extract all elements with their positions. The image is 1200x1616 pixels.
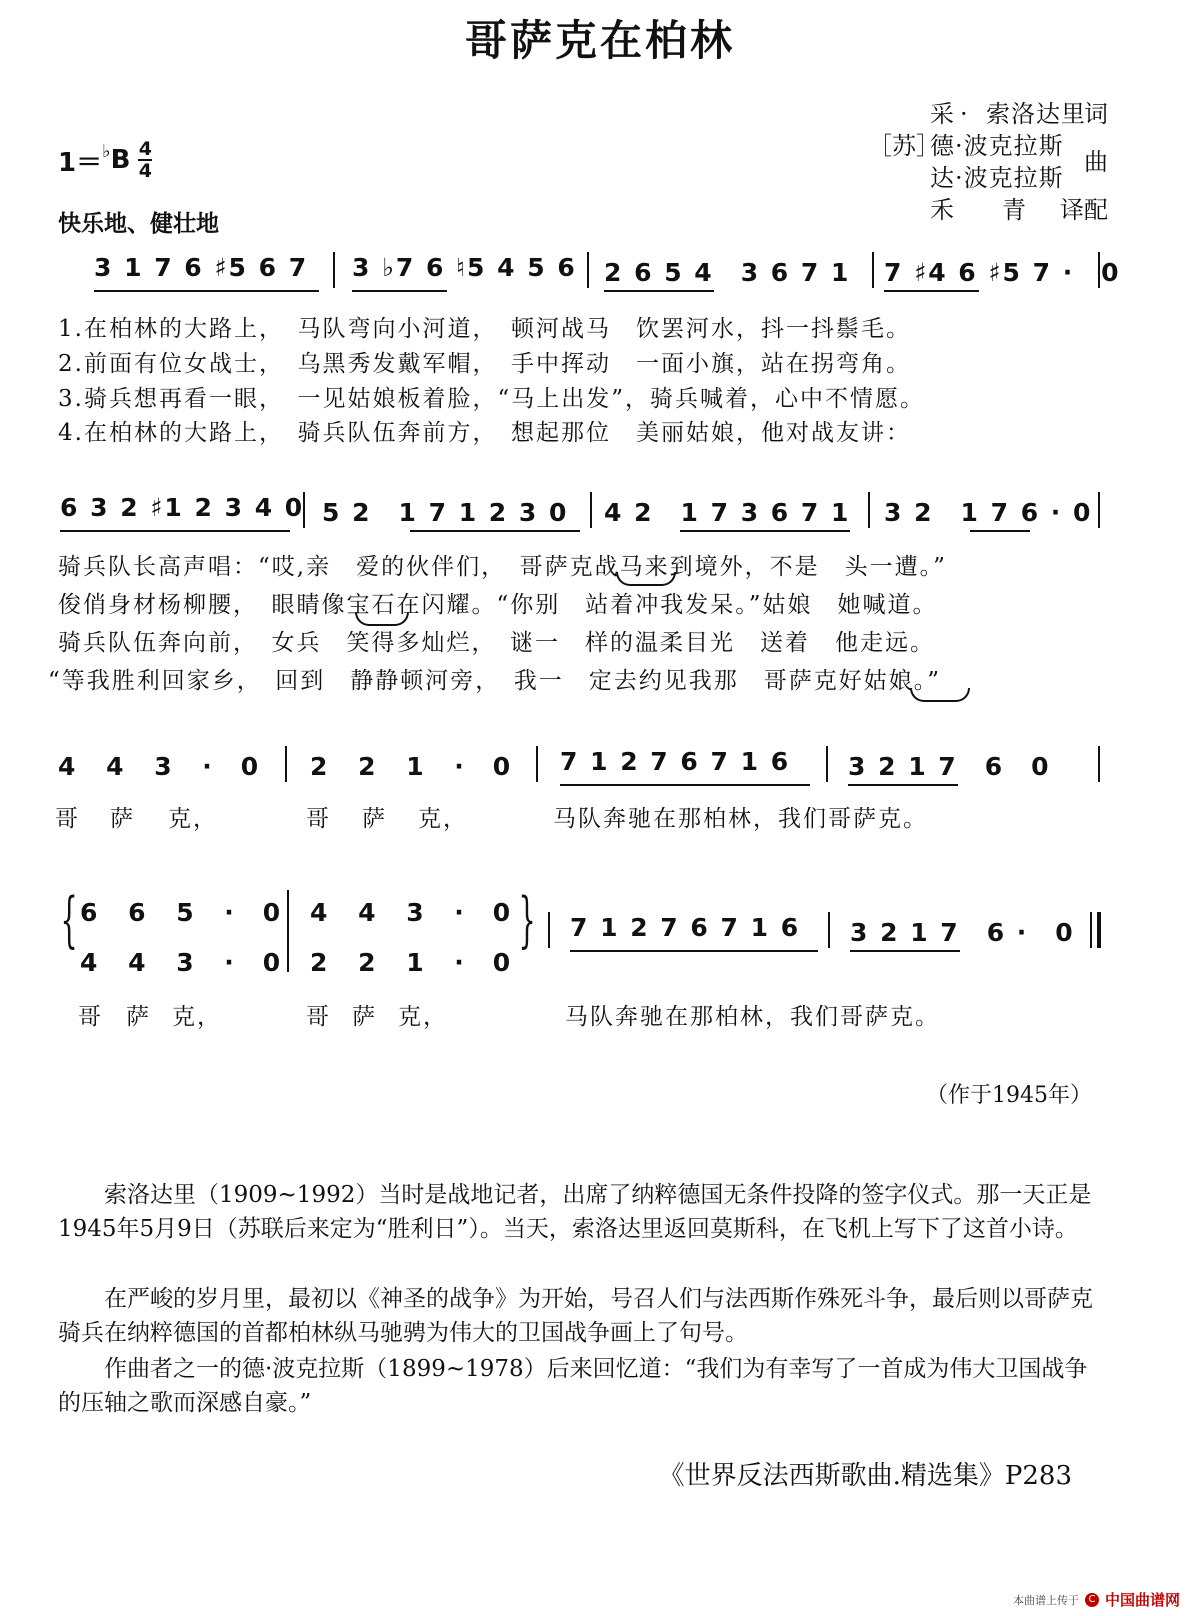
source-citation: 《世界反法西斯歌曲.精选集》P283 — [658, 1461, 1072, 1491]
measure-upper: 4 4 3 · 0 — [310, 898, 513, 927]
measure: 6 3 2 ♯1 2 3 4 0 — [60, 493, 305, 522]
measure: 3 1 7 6 ♯5 6 7 — [94, 253, 309, 282]
watermark: 本曲谱上传于 C 中国曲谱网 — [1012, 1591, 1180, 1609]
verse-line: 3.骑兵想再看一眼， 一见姑娘板着脸，“马上出发”，骑兵喊着，心中不情愿。 — [58, 386, 925, 412]
lyric-line: 俊俏身材杨柳腰， 眼睛像宝石在闪耀。“你别 站着冲我发呆。”姑娘 她喊道。 — [58, 592, 938, 618]
lyric-line: “等我胜利回家乡， 回到 静静顿河旁， 我一 定去约见我那 哥萨克好姑娘。” — [48, 668, 942, 694]
verse-line: 2.前面有位女战士， 乌黑秀发戴军帽， 手中挥动 一面小旗，站在拐弯角。 — [58, 351, 911, 377]
composition-year: （作于1945年） — [926, 1083, 1092, 1108]
verse-line: 4.在柏林的大路上， 骑兵队伍奔前方， 想起那位 美丽姑娘，他对战友讲： — [58, 420, 911, 446]
measure: 7 ♯4 6 ♯5 7 · 0 — [884, 258, 1121, 287]
credits — [868, 98, 1108, 226]
site-logo-icon: C — [1085, 1593, 1099, 1607]
paragraph: 索洛达里（1909~1992）当时是战地记者，出席了纳粹德国无条件投降的签字仪式。那一天正是1945年5月9日（苏联后来定为“胜利日”）。当天，索洛达里返回莫斯科，在飞机上写下了这首小诗。 — [58, 1182, 1092, 1242]
measure: 7 1 2 7 6 7 1 6 — [570, 913, 801, 942]
brace-left: { — [60, 885, 78, 955]
paragraph: 作曲者之一的德·波克拉斯（1899~1978）后来回忆道：“我们为有幸写了一首成为伟大卫国战争的压轴之歌而深感自豪。” — [58, 1356, 1088, 1416]
credit-composers: ［苏］ 德·波克拉斯 达·波克拉斯 曲 — [868, 132, 1108, 192]
time-signature: 4 4 — [138, 138, 153, 182]
measure-lower: 2 2 1 · 0 — [310, 948, 513, 977]
key-signature: 1＝ ♭ B 4 4 — [58, 138, 153, 182]
verse-line: 1.在柏林的大路上， 马队弯向小河道， 顿河战马 饮罢河水，抖一抖鬃毛。 — [58, 316, 911, 342]
measure: 3 2 1 7 6 · 0 — [884, 498, 1093, 527]
measure: 2 2 1 · 0 — [310, 752, 513, 781]
lyric-line: 骑兵队长高声唱：“哎,亲 爱的伙伴们， 哥萨克战马来到境外，不是 头一遭。” — [58, 554, 947, 580]
lyric-line: 骑兵队伍奔向前， 女兵 笑得多灿烂， 谜一 样的温柔目光 送着 他走远。 — [58, 630, 935, 656]
measure-upper: 6 6 5 · 0 — [80, 898, 283, 927]
measure: 3 2 1 7 6 0 — [848, 752, 1051, 781]
measure-lower: 4 4 3 · 0 — [80, 948, 283, 977]
paragraph: 在严峻的岁月里，最初以《神圣的战争》为开始，号召人们与法西斯作殊死斗争，最后则以哥萨克骑兵在纳粹德国的首都柏林纵马驰骋为伟大的卫国战争画上了句号。 — [58, 1286, 1093, 1346]
measure: 2 6 5 4 3 6 7 1 — [604, 258, 851, 287]
brace-right: } — [518, 885, 536, 955]
measure: 3 2 1 7 6 · 0 — [850, 918, 1075, 947]
measure: 4 2 1 7 3 6 7 1 — [604, 498, 851, 527]
measure: 7 1 2 7 6 7 1 6 — [560, 747, 791, 776]
measure: 3 ♭7 6 ♮5 4 5 6 — [352, 253, 577, 282]
song-title: 哥萨克在柏林 — [464, 16, 735, 65]
measure: 5 2 1 7 1 2 3 0 — [322, 498, 569, 527]
credit-translator: 禾 青 译配 — [930, 196, 1108, 224]
credit-lyricist: 采 · 索洛达里 词 — [930, 100, 1108, 128]
tempo-marking: 快乐地、健壮地 — [58, 211, 219, 237]
measure: 4 4 3 · 0 — [58, 752, 261, 781]
